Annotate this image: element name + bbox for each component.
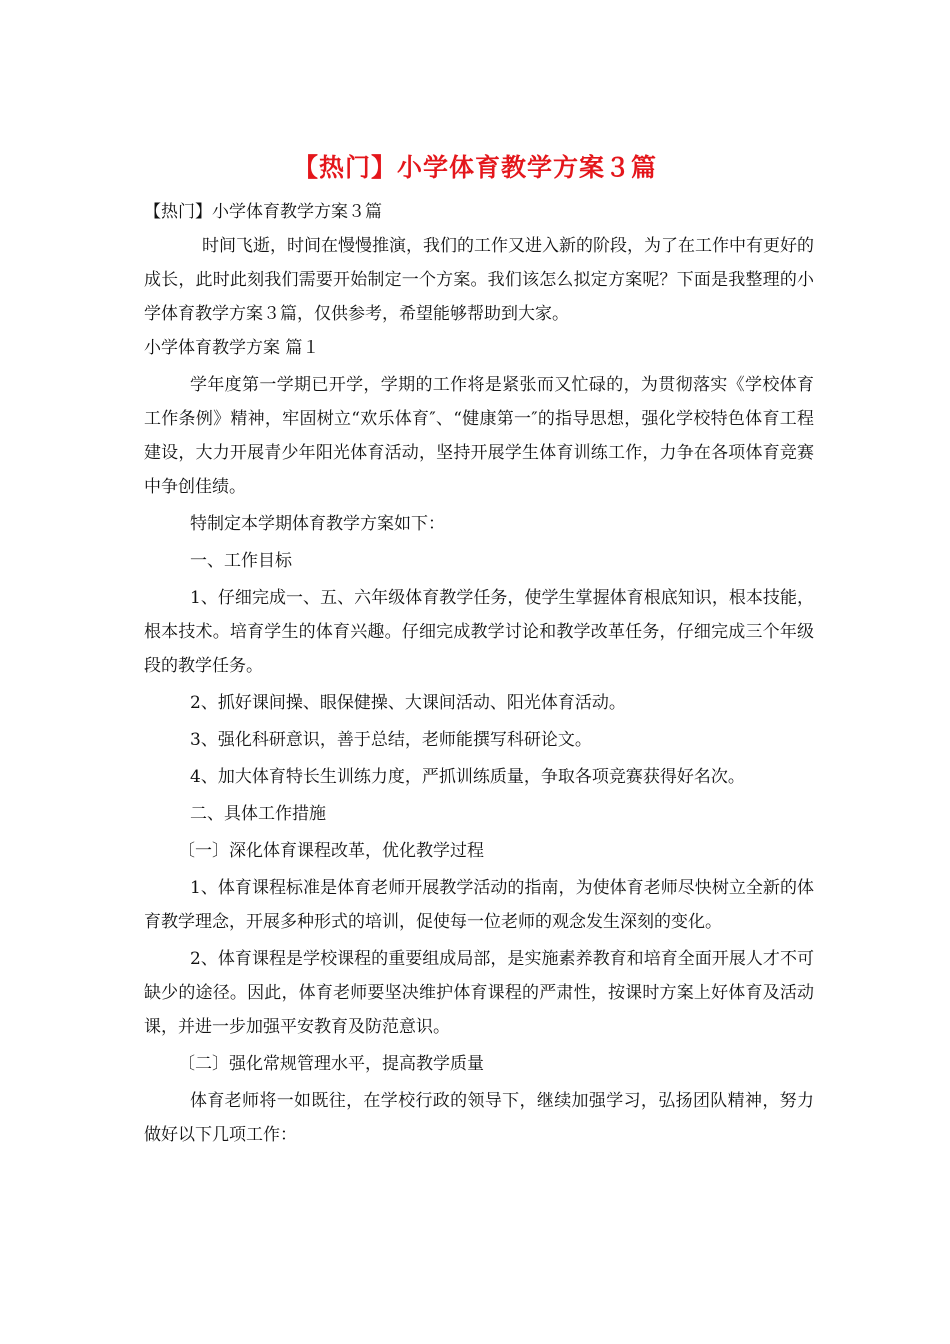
measure-item-1: 1、体育课程标准是体育老师开展教学活动的指南，为使体育老师尽快树立全新的体育教学理念，开展多种形式的培训，促使每一位老师的观念发生深刻的变化。	[144, 878, 814, 932]
goal-item-2: 2、抓好课间操、眼保健操、大课间活动、阳光体育活动。	[190, 693, 626, 713]
goal-item-1: 1、仔细完成一、五、六年级体育教学任务，使学生掌握体育根底知识，根本技能，根本技术。培育学生的体育兴趣。仔细完成教学讨论和教学改革任务，仔细完成三个年级段的教学任务。	[144, 588, 814, 676]
heading-measures: 二、具体工作措施	[190, 804, 326, 824]
goal-item-3: 3、强化科研意识，善于总结，老师能撰写科研论文。	[190, 730, 592, 750]
goal-item-4: 4、加大体育特长生训练力度，严抓训练质量，争取各项竞赛获得好名次。	[190, 767, 745, 787]
subheading-curriculum-reform: 〔一〕深化体育课程改革，优化教学过程	[178, 841, 484, 861]
intro-paragraph: 时间飞逝，时间在慢慢推演，我们的工作又进入新的阶段，为了在工作中有更好的成长，此时此刻我们需要开始制定一个方案。我们该怎么拟定方案呢？下面是我整理的小学体育教学方案３篇，仅供参考，希望能够帮助到大家。	[144, 236, 814, 324]
document-title: 【热门】小学体育教学方案３篇	[292, 153, 657, 182]
measure-item-2: 2、体育课程是学校课程的重要组成局部，是实施素养教育和培育全面开展人才不可缺少的途径。因此，体育老师要坚决维护体育课程的严肃性，按课时方案上好体育及活动课，并进一步加强平安教育及防范意识。	[144, 949, 814, 1037]
subheading-routine-management: 〔二〕强化常规管理水平，提高教学质量	[178, 1054, 484, 1074]
document-body	[144, 195, 814, 1152]
heading-work-goals: 一、工作目标	[190, 551, 292, 571]
paragraph-plan-intro: 特制定本学期体育教学方案如下：	[190, 514, 445, 534]
subtitle-line: 【热门】小学体育教学方案３篇	[144, 202, 382, 222]
section-heading-plan-1: 小学体育教学方案 篇１	[144, 338, 320, 358]
paragraph-opening: 学年度第一学期已开学，学期的工作将是紧张而又忙碌的，为贯彻落实《学校体育工作条例》精神，牢固树立“欢乐体育″、“健康第一″的指导思想，强化学校特色体育工程建设，大力开展青少年阳光体育活动，坚持开展学生体育训练工作，力争在各项体育竞赛中争创佳绩。	[144, 375, 814, 497]
paragraph-teacher-work: 体育老师将一如既往，在学校行政的领导下，继续加强学习，弘扬团队精神，努力做好以下几项工作：	[144, 1091, 814, 1145]
